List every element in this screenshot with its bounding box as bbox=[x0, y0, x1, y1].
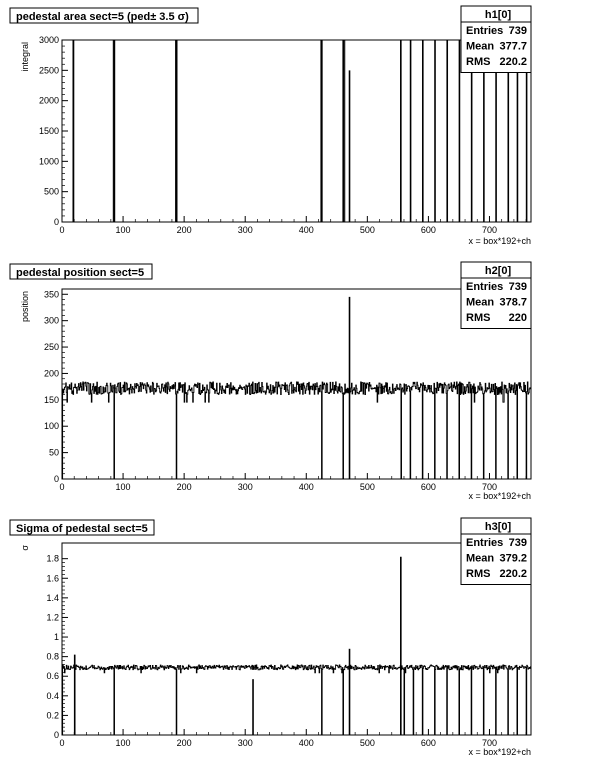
x-tick-label: 600 bbox=[420, 482, 436, 492]
x-tick-label: 300 bbox=[237, 738, 253, 748]
x-tick-label: 0 bbox=[59, 738, 65, 748]
x-tick-label: 400 bbox=[298, 482, 314, 492]
histogram-block bbox=[115, 40, 176, 222]
x-tick-label: 600 bbox=[420, 225, 436, 235]
y-tick-label: 0 bbox=[53, 217, 59, 227]
y-tick-label: 2500 bbox=[38, 65, 59, 76]
x-tick-label: 700 bbox=[481, 482, 497, 492]
x-tick-label: 700 bbox=[481, 738, 497, 748]
y-tick-label: 0 bbox=[53, 730, 59, 740]
y-tick-label: 0.6 bbox=[46, 671, 59, 682]
y-tick-label: 1.8 bbox=[46, 553, 59, 564]
y-tick-label: 150 bbox=[43, 394, 59, 405]
x-tick-label: 500 bbox=[359, 225, 375, 235]
stats-box bbox=[461, 262, 531, 329]
stats-label: RMS bbox=[466, 568, 491, 580]
y-tick-label: 300 bbox=[43, 315, 59, 326]
stats-value: 220 bbox=[508, 312, 527, 324]
stats-label: Mean bbox=[466, 552, 495, 565]
histogram-block bbox=[322, 40, 343, 222]
y-tick-label: 50 bbox=[48, 447, 59, 458]
histogram-line bbox=[62, 382, 531, 479]
stats-value: 378.7 bbox=[499, 296, 527, 309]
x-tick-label: 100 bbox=[115, 738, 131, 748]
stats-label: RMS bbox=[466, 56, 491, 68]
stats-label: Mean bbox=[466, 296, 495, 309]
x-tick-label: 500 bbox=[359, 738, 375, 748]
stats-value: 220.2 bbox=[499, 56, 527, 68]
x-tick-label: 100 bbox=[115, 225, 131, 235]
x-tick-label: 400 bbox=[298, 225, 314, 235]
histogram-line bbox=[62, 665, 531, 735]
chart-title: pedestal area sect=5 (ped± 3.5 σ) bbox=[16, 11, 189, 23]
y-axis-label: position bbox=[20, 291, 30, 323]
stats-value: 739 bbox=[508, 25, 527, 37]
x-tick-label: 0 bbox=[59, 225, 65, 235]
stats-label: Mean bbox=[466, 40, 495, 53]
y-tick-label: 0 bbox=[53, 474, 59, 484]
y-tick-label: 1.6 bbox=[46, 573, 59, 584]
stats-label: Entries bbox=[466, 537, 504, 549]
y-tick-label: 100 bbox=[43, 421, 59, 432]
x-tick-label: 200 bbox=[176, 225, 192, 235]
histogram-panel-1 bbox=[10, 6, 531, 246]
stats-box bbox=[461, 6, 531, 73]
chart-title: pedestal position sect=5 bbox=[16, 267, 145, 279]
y-tick-label: 1.2 bbox=[46, 612, 59, 623]
stats-value: 379.2 bbox=[499, 552, 527, 565]
x-tick-label: 400 bbox=[298, 738, 314, 748]
y-axis-label: σ bbox=[20, 545, 30, 551]
stats-value: 739 bbox=[508, 281, 527, 293]
y-tick-label: 350 bbox=[43, 289, 59, 300]
histogram-block bbox=[73, 40, 113, 222]
y-tick-label: 2000 bbox=[38, 95, 59, 106]
x-tick-label: 200 bbox=[176, 738, 192, 748]
stats-value: 220.2 bbox=[499, 568, 527, 580]
y-tick-label: 1 bbox=[53, 632, 59, 643]
y-tick-label: 0.4 bbox=[46, 690, 59, 701]
histogram-panel-2 bbox=[10, 262, 531, 501]
y-tick-label: 0.2 bbox=[46, 710, 59, 721]
stats-label: RMS bbox=[466, 312, 491, 324]
stats-box bbox=[461, 518, 531, 585]
stats-name: h1[0] bbox=[484, 9, 512, 21]
x-tick-label: 500 bbox=[359, 482, 375, 492]
stats-name: h2[0] bbox=[484, 265, 512, 277]
y-tick-label: 250 bbox=[43, 342, 59, 353]
y-tick-label: 1000 bbox=[38, 156, 59, 167]
stats-label: Entries bbox=[466, 25, 504, 37]
stats-label: Entries bbox=[466, 281, 504, 293]
x-tick-label: 600 bbox=[420, 738, 436, 748]
x-axis-label: x = box*192+ch bbox=[468, 747, 531, 757]
x-axis-label: x = box*192+ch bbox=[468, 236, 531, 246]
y-tick-label: 3000 bbox=[38, 35, 59, 45]
x-tick-label: 100 bbox=[115, 482, 131, 492]
y-tick-label: 1.4 bbox=[46, 592, 59, 603]
stats-value: 739 bbox=[508, 537, 527, 549]
stats-name: h3[0] bbox=[484, 521, 512, 533]
chart-title: Sigma of pedestal sect=5 bbox=[16, 523, 148, 535]
y-tick-label: 0.8 bbox=[46, 651, 59, 662]
x-tick-label: 200 bbox=[176, 482, 192, 492]
x-tick-label: 300 bbox=[237, 482, 253, 492]
stats-value: 377.7 bbox=[499, 40, 527, 53]
histogram-panel-3 bbox=[10, 518, 531, 757]
y-tick-label: 500 bbox=[43, 186, 59, 197]
y-axis-label: integral bbox=[20, 42, 30, 72]
x-axis-label: x = box*192+ch bbox=[468, 491, 531, 501]
y-tick-label: 200 bbox=[43, 368, 59, 379]
x-tick-label: 300 bbox=[237, 225, 253, 235]
x-tick-label: 700 bbox=[481, 225, 497, 235]
y-tick-label: 1500 bbox=[38, 126, 59, 136]
x-tick-label: 0 bbox=[59, 482, 65, 492]
histogram-block bbox=[177, 40, 321, 222]
